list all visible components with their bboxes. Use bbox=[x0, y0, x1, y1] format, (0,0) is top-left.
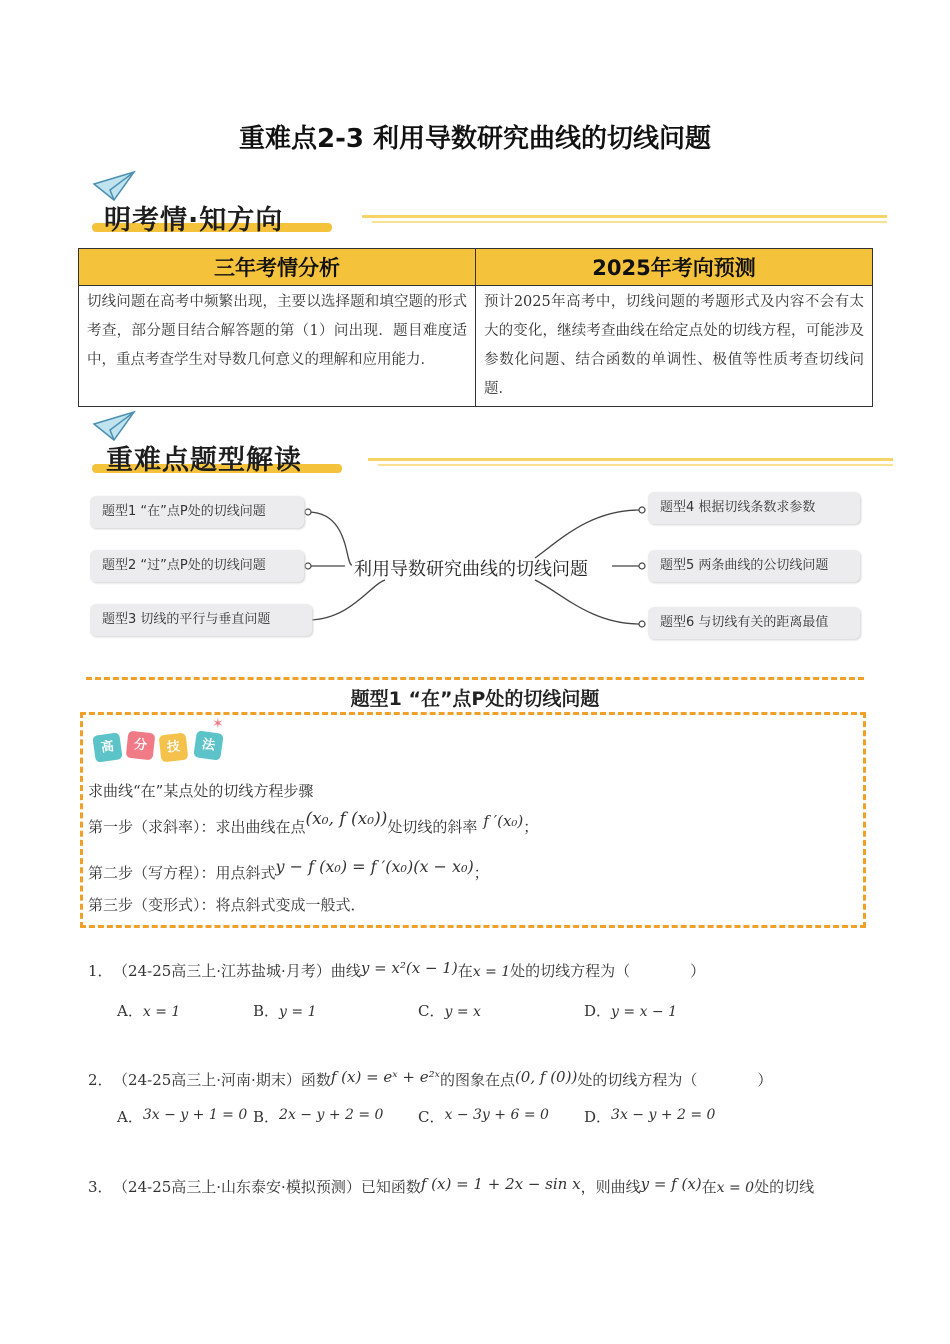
section-banner-kaoqing: 明考情·知方向 bbox=[104, 205, 284, 236]
q1-source: （24-25高三上·江苏盐城·月考）曲线 bbox=[120, 962, 361, 980]
page-title: 重难点2-3 利用导数研究曲线的切线问题 bbox=[238, 124, 712, 154]
q1-option-d-math: y = x − 1 bbox=[611, 1004, 678, 1020]
q2-option-b[interactable] bbox=[253, 1106, 383, 1127]
question-3 bbox=[88, 1176, 814, 1197]
q2-option-d-math: 3x − y + 2 = 0 bbox=[611, 1107, 716, 1123]
q2-option-b-label: B． bbox=[253, 1108, 280, 1126]
table-header-analysis: 三年考情分析 bbox=[79, 249, 476, 286]
mindmap-node-type5: 题型5 两条曲线的公切线问题 bbox=[648, 550, 860, 582]
section-title-type1: 题型1 “在”点P处的切线问题 bbox=[350, 688, 600, 710]
q3-mid: ，则曲线 bbox=[580, 1178, 641, 1196]
question-2 bbox=[88, 1069, 772, 1090]
q1-option-b-label: B． bbox=[253, 1002, 280, 1020]
q1-option-b[interactable] bbox=[253, 1000, 316, 1021]
mindmap-node-type4: 题型4 根据切线条数求参数 bbox=[648, 492, 860, 524]
q3-math-point: x = 0 bbox=[716, 1180, 755, 1196]
step2-end: ； bbox=[473, 864, 489, 882]
q3-math-function: f (x) = 1 + 2x − sin x bbox=[420, 1175, 581, 1193]
q1-math-point: x = 1 bbox=[472, 964, 511, 980]
q1-number: 1． bbox=[88, 962, 113, 980]
q1-option-a-math: x = 1 bbox=[142, 1004, 181, 1020]
q2-option-c-label: C． bbox=[418, 1108, 445, 1126]
q1-math-curve: y = x²(x − 1) bbox=[360, 959, 458, 977]
q2-option-d-label: D． bbox=[584, 1108, 612, 1126]
step1-math-point: (x₀, f (x₀)) bbox=[305, 809, 388, 829]
badge-gao: 高 bbox=[92, 732, 122, 762]
question-1 bbox=[88, 960, 705, 981]
tip-intro: 求曲线“在”某点处的切线方程步骤 bbox=[88, 782, 314, 800]
q2-option-a-label: A． bbox=[117, 1108, 143, 1126]
table-header-forecast: 2025年考向预测 bbox=[476, 249, 873, 286]
mindmap-node-type6: 题型6 与切线有关的距离最值 bbox=[648, 607, 860, 639]
q2-mid: 的图象在点 bbox=[439, 1071, 515, 1089]
step1-text-b: 处切线的斜率 bbox=[387, 818, 478, 836]
sparkle-icon: ✶ bbox=[212, 716, 224, 732]
gaofen-badge bbox=[94, 716, 234, 768]
q2-option-c[interactable] bbox=[418, 1106, 549, 1127]
q3-source: （24-25高三上·山东泰安·模拟预测）已知函数 bbox=[120, 1178, 421, 1196]
mindmap-node-type1: 题型1 “在”点P处的切线问题 bbox=[90, 496, 304, 528]
q2-option-a-math: 3x − y + 1 = 0 bbox=[142, 1107, 248, 1123]
q2-math-point: (0, f (0)) bbox=[514, 1068, 578, 1086]
table-cell-analysis: 切线问题在高考中频繁出现，主要以选择题和填空题的形式考查，部分题目结合解答题的第（1）问出现．题目难度适中，重点考查学生对导数几何意义的理解和应用能力． bbox=[79, 286, 476, 407]
q1-option-c-math: y = x bbox=[444, 1004, 481, 1020]
table-cell-forecast: 预计2025年高考中，切线问题的考题形式及内容不会有太大的变化，继续考查曲线在给定点处的切线方程，可能涉及参数化问题、结合函数的单调性、极值等性质考查切线问题． bbox=[476, 286, 873, 407]
step1-text-a: 第一步（求斜率）：求出曲线在点 bbox=[88, 818, 306, 836]
q2-option-a[interactable] bbox=[117, 1106, 247, 1127]
tip-step1 bbox=[88, 809, 539, 837]
q2-number: 2． bbox=[88, 1071, 113, 1089]
exam-analysis-table bbox=[78, 248, 873, 407]
step2-math-equation: y − f (x₀) = f ′(x₀)(x − x₀) bbox=[275, 857, 474, 876]
section-banner-tixing: 重难点题型解读 bbox=[106, 445, 302, 476]
q2-option-d[interactable] bbox=[584, 1106, 715, 1127]
badge-ji: 技 bbox=[159, 733, 189, 763]
q1-tail: 处的切线方程为（ ） bbox=[510, 962, 706, 980]
q2-source: （24-25高三上·河南·期末）函数 bbox=[120, 1071, 331, 1089]
q1-option-c[interactable] bbox=[418, 1000, 481, 1021]
q2-option-c-math: x − 3y + 6 = 0 bbox=[444, 1107, 549, 1123]
q2-option-b-math: 2x − y + 2 = 0 bbox=[279, 1107, 384, 1123]
q3-tail: 处的切线 bbox=[754, 1178, 815, 1196]
step1-math-slope: f ′(x₀) bbox=[483, 812, 524, 830]
mindmap-node-type3: 题型3 切线的平行与垂直问题 bbox=[90, 604, 312, 636]
tip-step3: 第三步（变形式）：将点斜式变成一般式． bbox=[88, 896, 366, 914]
badge-fa: 法 bbox=[193, 730, 223, 760]
step2-text-a: 第二步（写方程）：用点斜式 bbox=[88, 864, 276, 882]
q2-math-function: f (x) = eˣ + e²ˣ bbox=[330, 1068, 440, 1086]
q3-number: 3． bbox=[88, 1178, 113, 1196]
q1-option-a[interactable] bbox=[117, 1000, 180, 1021]
q1-option-c-label: C． bbox=[418, 1002, 445, 1020]
q2-tail: 处的切线方程为（ ） bbox=[577, 1071, 773, 1089]
q3-math-curve: y = f (x) bbox=[640, 1175, 702, 1193]
q1-option-a-label: A． bbox=[117, 1002, 143, 1020]
q1-option-b-math: y = 1 bbox=[279, 1004, 317, 1020]
q1-option-d-label: D． bbox=[584, 1002, 612, 1020]
mindmap-node-type2: 题型2 “过”点P处的切线问题 bbox=[90, 550, 304, 582]
q3-mid2: 在 bbox=[701, 1178, 717, 1196]
step1-end: ； bbox=[523, 818, 539, 836]
badge-fen: 分 bbox=[126, 731, 156, 761]
q1-option-d[interactable] bbox=[584, 1000, 677, 1021]
q1-mid: 在 bbox=[457, 962, 473, 980]
tip-step2 bbox=[88, 857, 489, 883]
mindmap-center: 利用导数研究曲线的切线问题 bbox=[354, 559, 588, 580]
